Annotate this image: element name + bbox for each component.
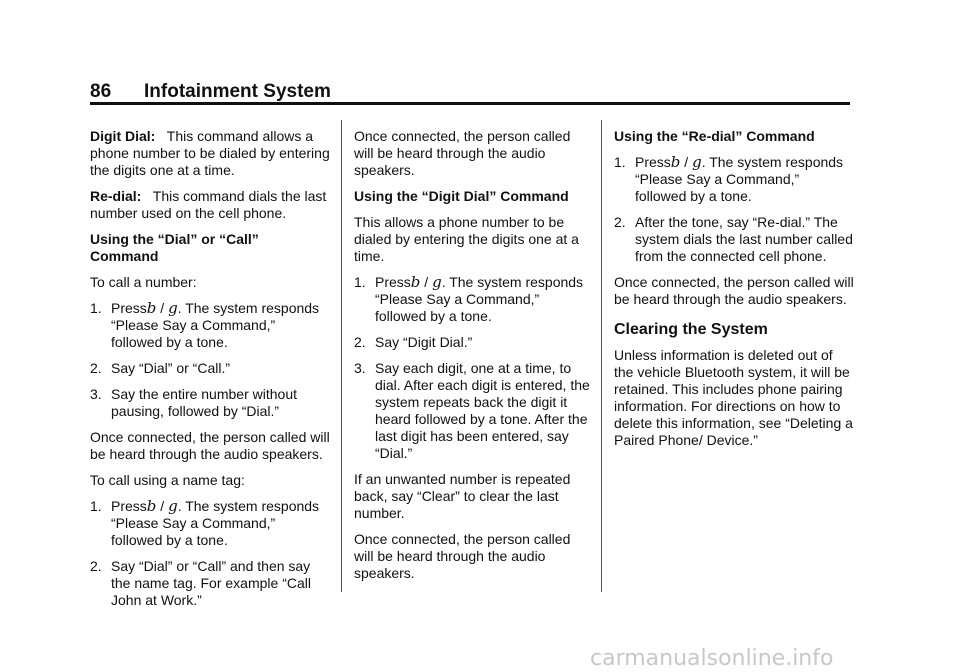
talk-button-icon: b (670, 153, 681, 171)
paragraph: If an unwanted number is repeated back, say “Clear” to clear the last number. (354, 471, 571, 521)
item-text: Press (635, 154, 671, 170)
item-text: Say the entire number without pausing, followed by “Dial.” (111, 386, 297, 419)
paragraph: Once connected, the person called will be heard through the audio speakers. (354, 128, 571, 178)
item-number: 2. (614, 214, 626, 230)
item-text: Say each digit, one at a time, to dial. After each digit is entered, the system repeats back the digit it heard followed by a tone. After the last digit has been entered, say “Dial.” (375, 360, 590, 461)
paragraph: To call using a name tag: (90, 472, 245, 488)
item-text: . The system responds “Please Say a Command,” followed by a tone. (111, 498, 320, 548)
subheading: Using the “Digit Dial” Command (354, 188, 569, 204)
item-number: 1. (90, 498, 102, 514)
item-number: 1. (90, 300, 102, 316)
redial-definition (90, 188, 330, 222)
digit-dial-definition (90, 128, 330, 179)
item-text: . The system responds “Please Say a Command,” followed by a tone. (375, 274, 584, 324)
list-item (614, 214, 854, 265)
item-text: / (420, 274, 433, 290)
voice-button-icon: g (168, 299, 178, 317)
item-text: . The system responds “Please Say a Command,” followed by a tone. (111, 300, 320, 350)
list-item (614, 154, 854, 205)
item-text: After the tone, say “Re-dial.” The system dials the last number called from the connected cell phone. (635, 214, 853, 264)
item-number: 3. (90, 386, 102, 402)
term-text: This command allows a phone number to be dialed by entering the digits one at a time. (90, 128, 330, 178)
voice-button-icon: g (432, 273, 442, 291)
item-text: Say “Dial” or “Call” and then say the name tag. For example “Call John at Work.” (111, 558, 311, 608)
list-item (354, 334, 590, 351)
item-number: 2. (90, 558, 102, 574)
item-number: 2. (90, 360, 102, 376)
term-text: This command dials the last number used on the cell phone. (90, 188, 327, 221)
paragraph: Once connected, the person called will be heard through the audio speakers. (354, 531, 571, 581)
item-text: Press (375, 274, 411, 290)
term-label: Digit Dial: (90, 128, 156, 144)
voice-button-icon: g (692, 153, 702, 171)
column-2 (354, 128, 590, 591)
list-item (90, 498, 330, 549)
item-text: Press (111, 498, 147, 514)
item-number: 2. (354, 334, 366, 350)
item-text: / (156, 300, 169, 316)
item-text: / (680, 154, 693, 170)
subheading: Using the “Dial” or “Call” Command (90, 231, 259, 264)
item-number: 1. (614, 154, 626, 170)
page-title: Infotainment System (144, 81, 331, 102)
page-number: 86 (90, 81, 112, 102)
item-text: Say “Dial” or “Call.” (111, 360, 231, 376)
list-item (90, 386, 330, 420)
column-divider (341, 120, 342, 592)
item-text: . The system responds “Please Say a Command,” followed by a tone. (635, 154, 844, 204)
item-text: / (156, 498, 169, 514)
list-item (354, 360, 590, 462)
subheading: Using the “Re-dial” Command (614, 128, 815, 144)
item-number: 1. (354, 274, 366, 290)
talk-button-icon: b (410, 273, 421, 291)
term-label: Re-dial: (90, 188, 142, 204)
header-rule (90, 102, 850, 105)
section-title: Clearing the System (614, 321, 768, 338)
paragraph: This allows a phone number to be dialed by entering the digits one at a time. (354, 214, 579, 264)
watermark: carmanualsonline.info (590, 646, 834, 671)
voice-button-icon: g (168, 497, 178, 515)
paragraph: To call a number: (90, 274, 197, 290)
paragraph: Once connected, the person called will be heard through the audio speakers. (90, 429, 330, 462)
column-1 (90, 128, 330, 618)
paragraph: Once connected, the person called will be heard through the audio speakers. (614, 274, 854, 307)
column-3 (614, 128, 854, 458)
talk-button-icon: b (146, 497, 157, 515)
item-text: Press (111, 300, 147, 316)
list-item (90, 300, 330, 351)
list-item (90, 360, 330, 377)
column-divider (601, 120, 602, 592)
list-item (90, 558, 330, 609)
item-text: Say “Digit Dial.” (375, 334, 473, 350)
item-number: 3. (354, 360, 366, 376)
talk-button-icon: b (146, 299, 157, 317)
paragraph: Unless information is deleted out of the vehicle Bluetooth system, it will be retained. This includes phone pairing information. For directions on how to delete this information, see “Deleting a Paired Phone/ Device.” (614, 347, 853, 448)
list-item (354, 274, 590, 325)
